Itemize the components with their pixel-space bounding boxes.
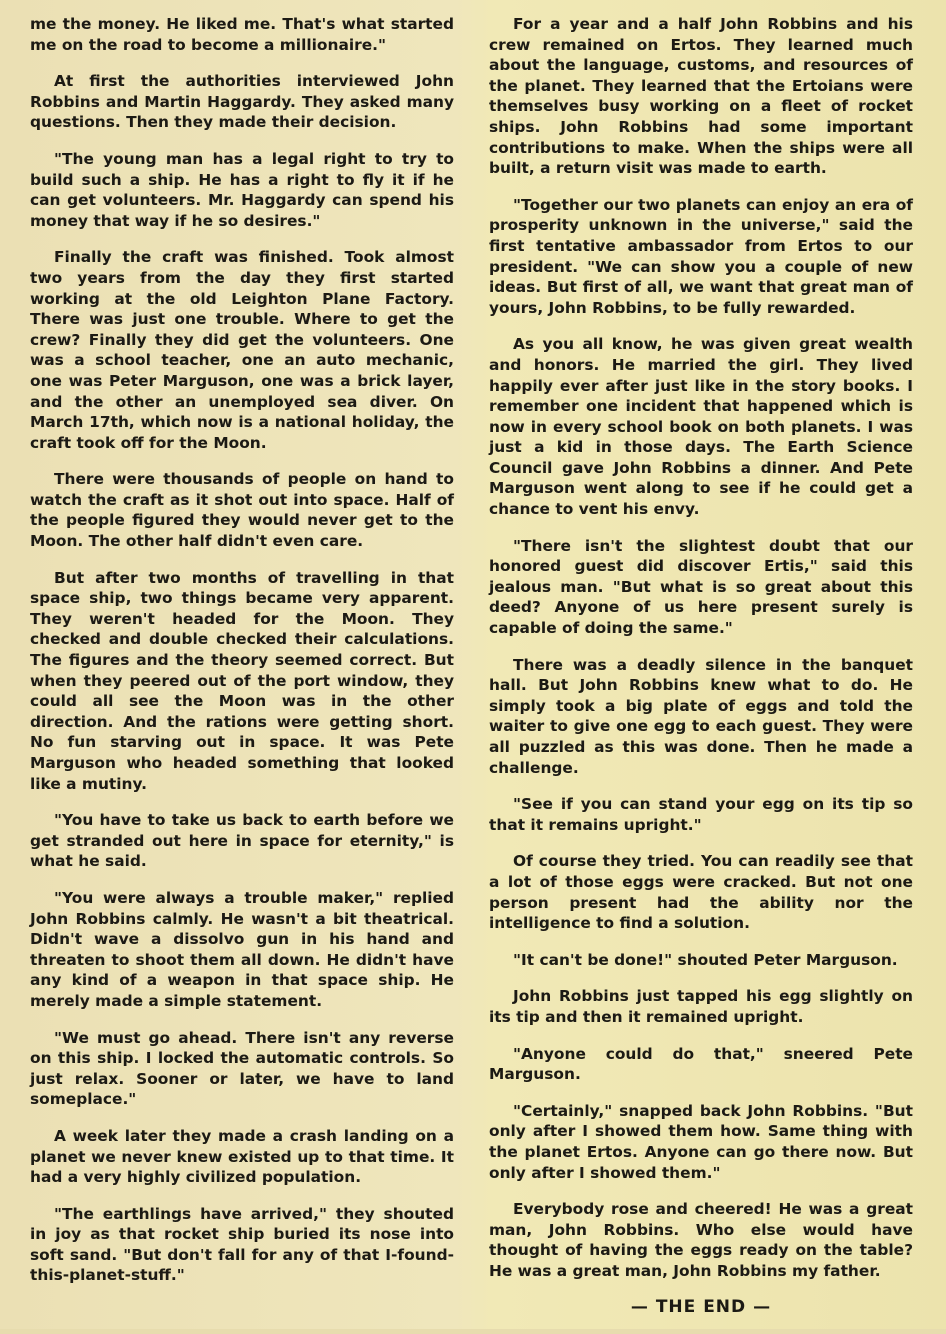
paragraph: "The earthlings have arrived," they shouted in joy as that rocket ship buried its nose into soft sand. "But don't fall for any of that I-found-this-planet-stuff." (30, 1204, 454, 1285)
paragraph: "Certainly," snapped back John Robbins. "But only after I showed them how. Same thing with the planet Ertos. Anyone can go there now. But only after I showed them." (489, 1101, 913, 1182)
paragraph: John Robbins just tapped his egg slightly on its tip and then it remained upright. (489, 987, 913, 1026)
paragraph: "We must go ahead. There isn't any reverse on this ship. I locked the automatic controls. So just relax. Sooner or later, we have to land someplace." (30, 1028, 454, 1109)
left-text-column (30, 14, 454, 1302)
right-text-column (489, 14, 913, 1334)
paragraph: Of course they tried. You can readily see that a lot of those eggs were cracked. But not one person present had the ability nor the intelligence to find a solution. (489, 852, 913, 933)
paragraph: Finally the craft was finished. Took almost two years from the day they first started working at the old Leighton Plane Factory. There was just one trouble. Where to get the crew? Finally they did get the volunteers. One was a school teacher, one an auto mechanic, one was Peter Marguson, one was a brick layer, and the other an unemployed sea diver. On March 17th, which now is a national holiday, the craft took off for the Moon. (30, 248, 454, 452)
paragraph: "You have to take us back to earth before we get stranded out here in space for eternity," is what he said. (30, 811, 454, 871)
paragraph: As you all know, he was given great wealth and honors. He married the girl. They lived happily ever after just like in the story books. I remember one incident that happened which is now in every school book on both planets. I was just a kid in those days. The Earth Science Council gave John Robbins a dinner. And Pete Marguson went along to see if he could get a chance to vent his envy. (489, 335, 913, 519)
paragraph: There were thousands of people on hand to watch the craft as it shot out into space. Half of the people figured they would never get to the Moon. The other half didn't even care. (30, 470, 454, 551)
paragraph: "The young man has a legal right to try to build such a ship. He has a right to fly it if he can get volunteers. Mr. Haggardy can spend his money that way if he so desires." (30, 149, 454, 230)
paragraph: "It can't be done!" shouted Peter Marguson. (513, 950, 898, 969)
paragraph: "There isn't the slightest doubt that our honored guest did discover Ertis," said this jealous man. "But what is so great about this deed? Anyone of us here present surely is capable of doing the same." (489, 536, 913, 638)
paragraph: But after two months of travelling in that space ship, two things became very apparent. They weren't headed for the Moon. They checked and double checked their calculations. The figures and the theory seemed correct. But when they peered out of the port window, they could all see the Moon was in the other direction. And the rations were getting short. No fun starving out in space. It was Pete Marguson who headed something that looked like a mutiny. (30, 568, 454, 793)
paragraph: "Together our two planets can enjoy an era of prosperity unknown in the universe," said the first tentative ambassador from Ertos to our president. "We can show you a couple of new ideas. But first of all, we want that great man of yours, John Robbins, to be fully rewarded. (489, 195, 913, 317)
paragraph: Everybody rose and cheered! He was a great man, John Robbins. Who else would have thought of having the eggs ready on the table? He was a great man, John Robbins my father. (489, 1200, 913, 1280)
paragraph: "Anyone could do that," sneered Pete Marguson. (489, 1044, 913, 1084)
paragraph: "See if you can stand your egg on its tip so that it remains upright." (489, 795, 913, 834)
the-end-mark: — THE END — (630, 1297, 772, 1318)
paragraph: For a year and a half John Robbins and his crew remained on Ertos. They learned much about the language, customs, and resources of the planet. They learned that the Ertoians were themselves busy working on a fleet of rocket ships. John Robbins had some important contributions to make. When the ships were all built, a return visit was made to earth. (489, 15, 913, 178)
paragraph: A week later they made a crash landing on a planet we never knew existed up to that time. It had a very highly civilized population. (30, 1126, 454, 1187)
paragraph: "You were always a trouble maker," replied John Robbins calmly. He wasn't a bit theatrical. Didn't wave a dissolvo gun in his hand and threaten to shoot them all down. He didn't have any kind of a weapon in that space ship. He merely made a simple statement. (30, 888, 454, 1010)
paragraph: At first the authorities interviewed John Robbins and Martin Haggardy. They asked many questions. Then they made their decision. (30, 72, 454, 132)
paragraph: me the money. He liked me. That's what started me on the road to become a millionaire." (30, 15, 454, 54)
paragraph: There was a deadly silence in the banquet hall. But John Robbins knew what to do. He simply took a big plate of eggs and told the waiter to give one egg to each guest. They were all puzzled as this was done. Then he made a challenge. (489, 655, 913, 777)
